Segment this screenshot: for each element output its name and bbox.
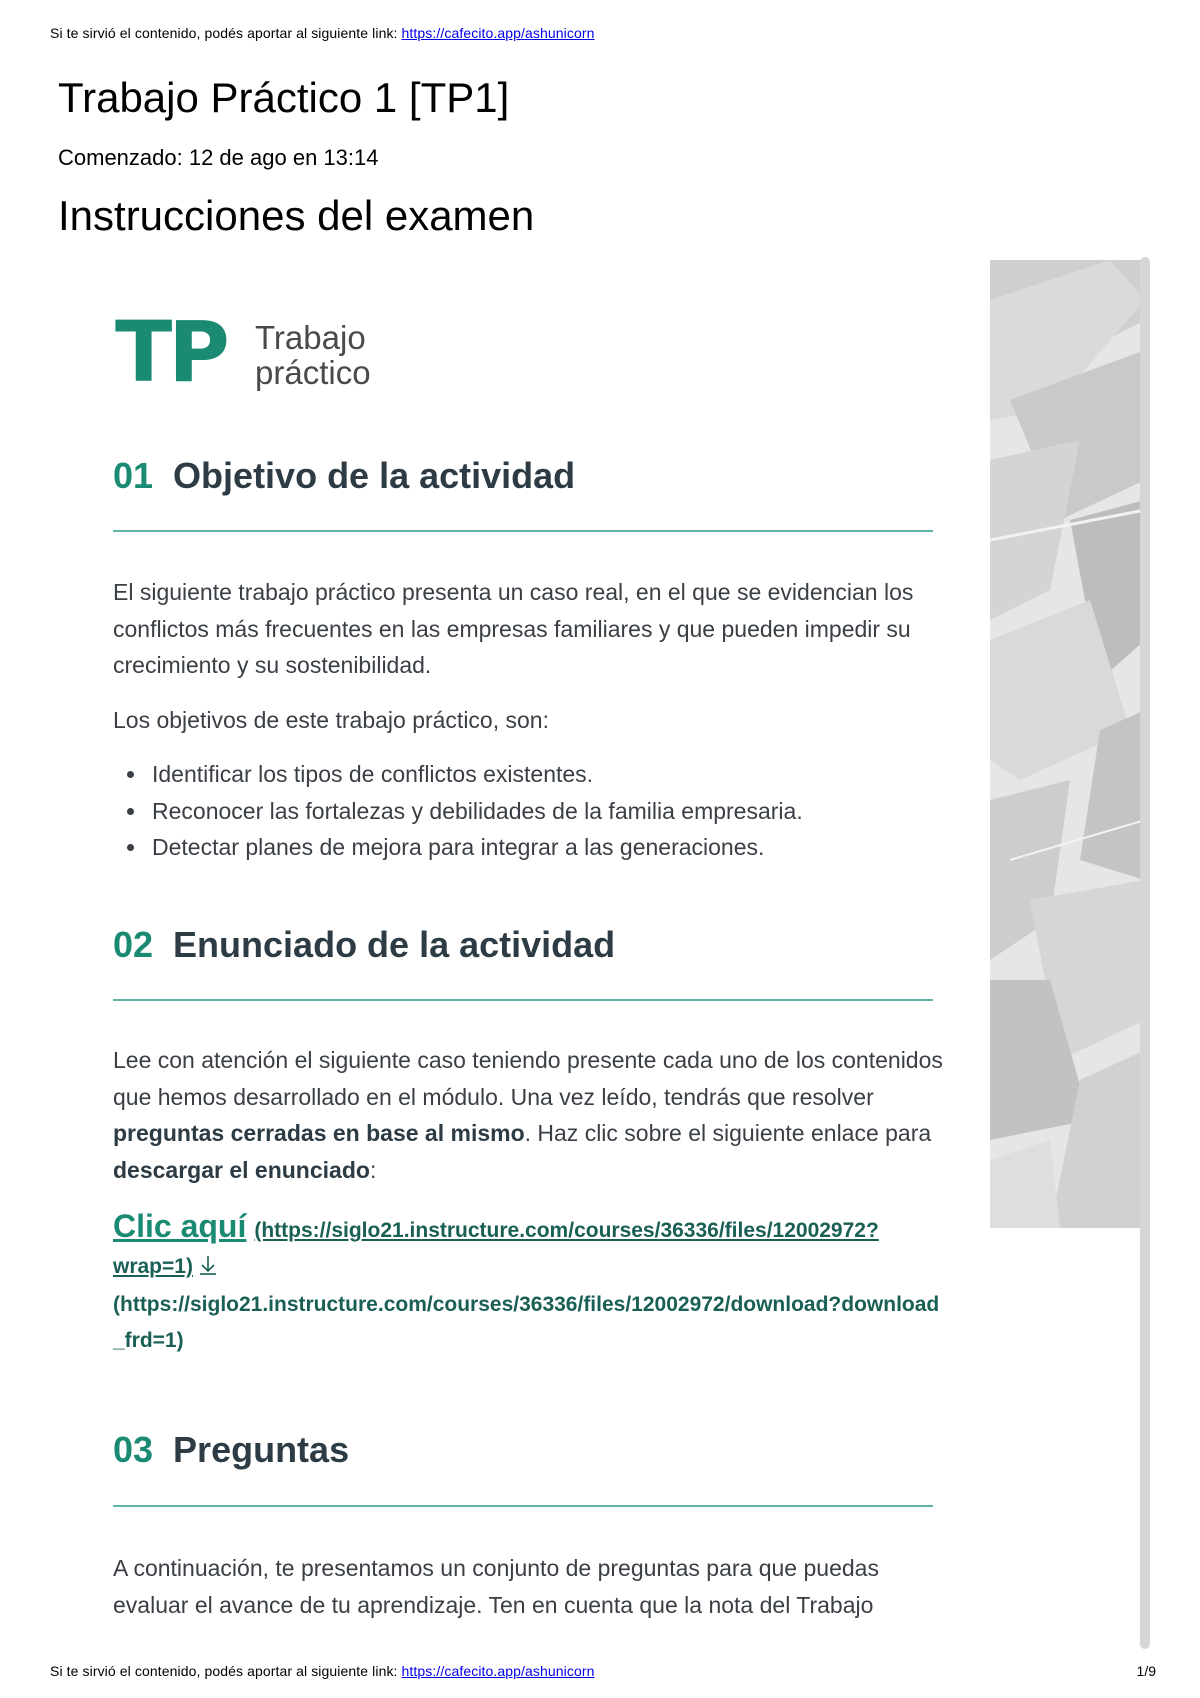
section-questions-title (113, 1429, 349, 1471)
download-arrow-icon[interactable] (199, 1251, 217, 1287)
donation-note-text: Si te sirvió el contenido, podés aportar al siguiente link: (50, 1663, 402, 1679)
file-download-url[interactable]: (https://siglo21.instructure.com/courses/36336/files/12002972/download?download_frd=1) (113, 1293, 940, 1352)
questions-paragraph: A continuación, te presentamos un conjunto de preguntas para que puedas evaluar el avance de tu aprendizaje. Ten en cuenta que la nota del Trabajo (113, 1555, 879, 1618)
scrollbar[interactable] (1140, 257, 1150, 1649)
section-divider (113, 999, 933, 1001)
donation-note-top (50, 25, 595, 41)
section-title-text: Objetivo de la actividad (173, 455, 576, 496)
tp-logo-word-1: Trabajo (255, 319, 366, 356)
statement-text: : (369, 1156, 377, 1183)
section-divider (113, 530, 933, 532)
objectives-list (113, 756, 943, 866)
objective-paragraph: El siguiente trabajo práctico presenta un caso real, en el que se evidencian los conflictos más frecuentes en las empresas familiares y que pueden impedir su crecimiento y su sostenibilidad. (113, 579, 914, 678)
section-title-text: Preguntas (173, 1429, 350, 1470)
tp-logo-mark: TP (115, 303, 226, 401)
statement-text: . Haz clic sobre el siguiente enlace para (524, 1120, 932, 1146)
section-divider (113, 1505, 933, 1507)
instructions-heading: Instrucciones del examen (58, 192, 535, 239)
donation-link[interactable]: https://cafecito.app/ashunicorn (401, 1663, 595, 1679)
statement-bold: preguntas cerradas en base al mismo (113, 1120, 525, 1146)
donation-note-text: Si te sirvió el contenido, podés aportar al siguiente link: (50, 25, 402, 41)
donation-link[interactable]: https://cafecito.app/ashunicorn (401, 25, 595, 41)
donation-note-bottom (50, 1663, 595, 1679)
tp-logo-word-2: práctico (255, 354, 371, 391)
section-number: 01 (113, 455, 154, 496)
section-number: 02 (113, 924, 154, 965)
list-item: Detectar planes de mejora para integrar a las generaciones. (113, 829, 943, 866)
list-item: Identificar los tipos de conflictos existentes. (113, 756, 943, 793)
section-number: 03 (113, 1429, 154, 1470)
download-links (113, 1208, 943, 1359)
decorative-side-image (990, 260, 1145, 1228)
file-view-url[interactable]: (https://siglo21.instructure.com/courses/36336/files/12002972?wrap=1) (113, 1219, 879, 1278)
list-item: Reconocer las fortalezas y debilidades de la familia empresaria. (113, 793, 943, 830)
section-title-text: Enunciado de la actividad (173, 924, 616, 965)
statement-paragraph (113, 1042, 943, 1188)
page-number: 1/9 (1136, 1663, 1156, 1679)
objectives-intro: Los objetivos de este trabajo práctico, son: (113, 707, 549, 733)
statement-bold: descargar el enunciado (113, 1156, 370, 1183)
section-objective-title (113, 455, 575, 497)
tp-logo-word (255, 320, 371, 390)
click-here-link[interactable]: Clic aquí (113, 1208, 247, 1244)
statement-text: Lee con atención el siguiente caso teniendo presente cada uno de los contenidos que hemos desarrollado en el módulo. Una vez leído, tendrás que resolver (113, 1047, 943, 1110)
page-title: Trabajo Práctico 1 [TP1] (58, 74, 510, 121)
section-statement-title (113, 924, 615, 966)
started-timestamp: Comenzado: 12 de ago en 13:14 (58, 145, 379, 170)
